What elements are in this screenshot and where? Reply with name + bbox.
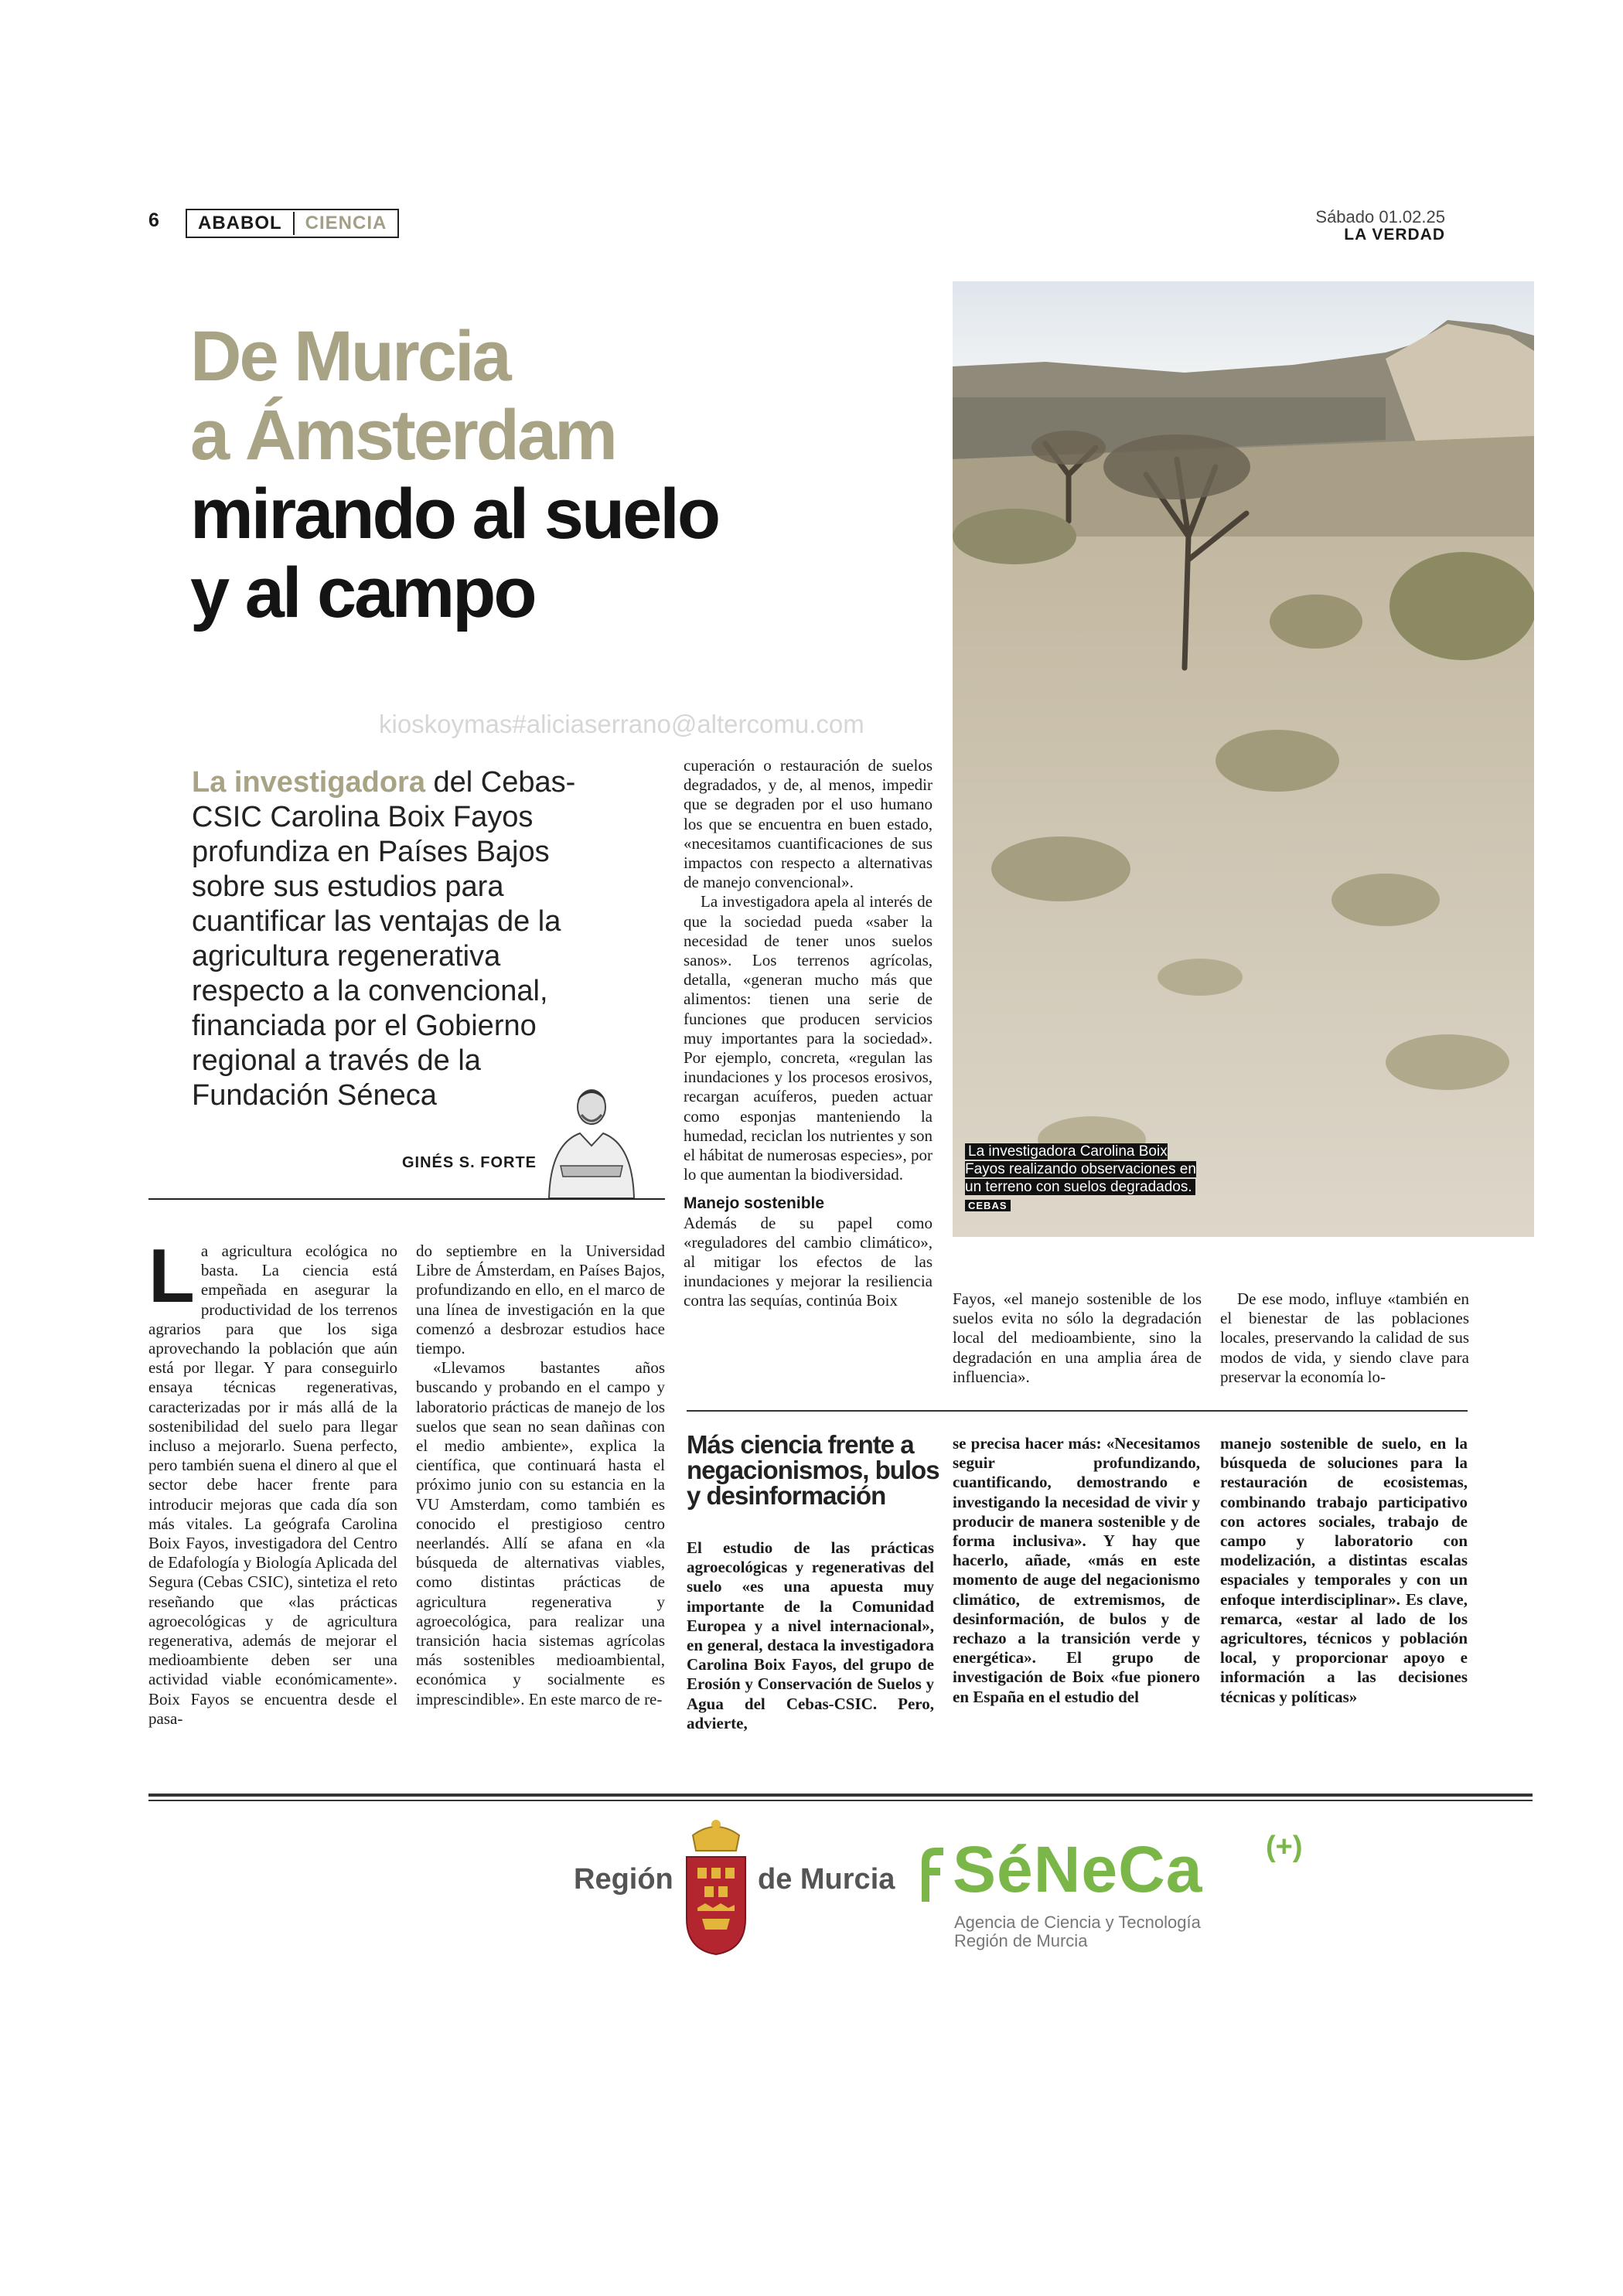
page-number: 6 bbox=[148, 210, 159, 231]
box-col1-text: El estudio de las prácticas agroecológicas y regenerativas del suelo «es una apuesta muy importante de la Comunidad Europea y a nivel internacional», en general, destaca la investigadora Carolina Boix Fayos, del grupo de Erosión y Conservación de Suelos y Agua del Cebas-CSIC. Pero, advierte, bbox=[687, 1538, 934, 1732]
headline bbox=[190, 317, 855, 632]
seneca-subtitle-line-1: Agencia de Ciencia y Tecnología bbox=[954, 1913, 1201, 1932]
region-logo-right-text: de Murcia bbox=[758, 1863, 895, 1896]
seneca-f-mark-icon bbox=[912, 1845, 946, 1902]
photo-caption bbox=[965, 1143, 1197, 1214]
box-rule bbox=[687, 1410, 1468, 1412]
footer-rule-thick bbox=[148, 1794, 1533, 1797]
subhead-manejo: Manejo sostenible bbox=[684, 1194, 825, 1213]
article-photo bbox=[953, 281, 1534, 1237]
issue-date: Sábado 01.02.25 bbox=[1315, 207, 1445, 227]
body-col3-paragraph-3: Además de su papel como «reguladores del cambio climático», al mitigar los efectos de las inundaciones y mejorar la resiliencia contra las sequías, continúa Boix bbox=[684, 1213, 933, 1310]
body-column-1 bbox=[148, 1233, 397, 1729]
body-column-5 bbox=[1220, 1289, 1469, 1387]
photo-caption-text: La investigadora Carolina Boix Fayos realizando observaciones en un terreno con suelos degradados. bbox=[965, 1143, 1196, 1195]
box-headline: Más ciencia frente a negacionismos, bulos y desinformación bbox=[687, 1430, 939, 1510]
body-col3-paragraph-2: La investigadora apela al interés de que la sociedad pueda «saber la necesidad de tener unos suelos sanos». Los terrenos agrícolas, detalla, «generan mucho más que alimentos: tienen una serie de funciones que producen servicios muy importantes para la sociedad». Por ejemplo, concreta, «regulan las inundaciones y los procesos erosivos, recargan acuíferos, pueden actuar como esponjas manteniendo la humedad, reciclan los nutrientes y son el hábitat de numerosas especies», por lo que aumentan la biodiversidad. bbox=[684, 892, 933, 1184]
section-tag bbox=[186, 209, 399, 238]
headline-line-2: a Ámsterdam bbox=[190, 396, 615, 475]
body-col2-paragraph-2: «Llevamos bastantes años buscando y probando en el campo y laboratorio prácticas de manejo de los suelos que sean no sean dañinas con el medio ambiente», explica la científica, que continuará hasta el próximo junio con su estancia en la VU Amsterdam, como también es conocido el prestigioso centro neerlandés. Allí se afana en «la búsqueda de alternativas viables, como distintas prácticas de agricultura regenerativa y agroecológica, para realizar una transición hacia sistemas agrícolas más sostenibles medioambiental, económica y socialmente es imprescindible». En este marco de re- bbox=[416, 1358, 665, 1708]
seneca-logo-subtitle bbox=[954, 1913, 1201, 1950]
watermark: kioskoymas#aliciaserrano@altercomu.com bbox=[379, 710, 864, 738]
body-column-2 bbox=[416, 1242, 665, 1709]
box-column-3 bbox=[1220, 1434, 1468, 1707]
seneca-logo-name: SéNeCa bbox=[953, 1833, 1203, 1906]
seneca-logo-plus: (+) bbox=[1266, 1831, 1303, 1863]
body-col5-text: De ese modo, influye «también en el bienestar de las poblaciones locales, preservando la calidad de sus modos de vida, y siendo clave para preservar la economía lo- bbox=[1220, 1289, 1469, 1386]
dek bbox=[192, 765, 578, 1113]
headline-line-3: mirando al suelo bbox=[190, 475, 719, 554]
region-logo-left-text: Región bbox=[574, 1863, 673, 1896]
section-label: ABABOL bbox=[198, 213, 282, 233]
photo-credit: CEBAS bbox=[965, 1200, 1011, 1211]
body-col1-text: a agricultura ecológica no basta. La ciencia está empeñada en asegurar la productividad de los terrenos agrarios para que los siga aprovechando la población que aún está por llegar. Y para conseguirlo ensaya técnicas regenerativas, caracterizadas por ir más allá de la sostenibilidad del suelo para llegar incluso a mejorarlo. Suena perfecto, pero también suena el dinero al que el sector debe hacer frente para introducir mejoras que cada día son más vitales. La geógrafa Carolina Boix Fayos, investigadora del Centro de Edafología y Biología Aplicada del Segura (Cebas CSIC), sintetiza el reto reseñando que «las prácticas agroecológicas y de agricultura regenerativa, además de mejorar el medioambiente deben ser una actividad viable económicamente». Boix Fayos se encuentra desde el pasa- bbox=[148, 1242, 397, 1728]
body-column-3 bbox=[684, 756, 933, 1311]
murcia-coat-of-arms bbox=[679, 1818, 753, 1956]
headline-line-1: De Murcia bbox=[190, 317, 510, 396]
dek-highlight: La investigadora bbox=[192, 766, 425, 799]
author-portrait bbox=[534, 1075, 650, 1198]
box-column-1 bbox=[687, 1538, 934, 1733]
box-col2-text: se precisa hacer más: «Necesitamos seguir profundizando, cuantificando, demostrando e investigando la necesidad de vivir y producir de manera sostenible y de forma inclusiva». Y hay que hacerlo, añade, «más en este momento de auge del negacionismo climático, de extremismos, de desinformación, de bulos y de rechazo a la transición verde y energética». El grupo de investigación de Boix «fue pionero en España en el estudio del bbox=[953, 1434, 1200, 1706]
body-col2-paragraph-1: do septiembre en la Universidad Libre de Ámsterdam, en Países Bajos, profundizando en ello, en el marco de una línea de investigación en la que comenzó a desbrozar estudios hace tiempo. bbox=[416, 1242, 665, 1358]
newspaper-name: LA VERDAD bbox=[1344, 226, 1445, 244]
drop-cap: L bbox=[148, 1233, 195, 1318]
footer-rule-thin bbox=[148, 1800, 1533, 1801]
body-column-4 bbox=[953, 1289, 1202, 1387]
dek-text: del Cebas-CSIC Carolina Boix Fayos profundiza en Países Bajos sobre sus estudios para cuantificar las ventajas de la agricultura regenerativa respecto a la convencional, financiada por el Gobierno regional a través de la Fundación Séneca bbox=[192, 766, 576, 1112]
body-col3-paragraph-1: cuperación o restauración de suelos degradados, y de, al menos, impedir que se degraden por el uso humano los que se encuentra en buen estado, «necesitamos cuantificaciones de sus impactos con respecto a alternativas de manejo convencional». bbox=[684, 756, 933, 892]
seneca-subtitle-line-2: Región de Murcia bbox=[954, 1931, 1088, 1950]
box-column-2 bbox=[953, 1434, 1200, 1707]
headline-line-4: y al campo bbox=[190, 554, 535, 632]
field-photo-illustration bbox=[953, 281, 1534, 1237]
byline: GINÉS S. FORTE bbox=[402, 1154, 537, 1171]
subsection-label: CIENCIA bbox=[293, 212, 398, 235]
article-rule bbox=[148, 1198, 665, 1200]
box-col3-text: manejo sostenible de suelo, en la búsqueda de soluciones para la restauración de ecosistemas, combinando trabajo participativo con actores sociales, trabajo de campo y laboratorio con modelización, a distintas escalas espaciales y temporales y con un enfoque interdisciplinar». Es clave, remarca, «estar al lado de los agricultores, técnicos y población local, y proporcionar apoyo e información a las decisiones técnicas y políticas» bbox=[1220, 1434, 1468, 1706]
body-col4-text: Fayos, «el manejo sostenible de los suelos evita no sólo la degradación local del medioambiente, sino la degradación en una amplia área de influencia». bbox=[953, 1289, 1202, 1386]
